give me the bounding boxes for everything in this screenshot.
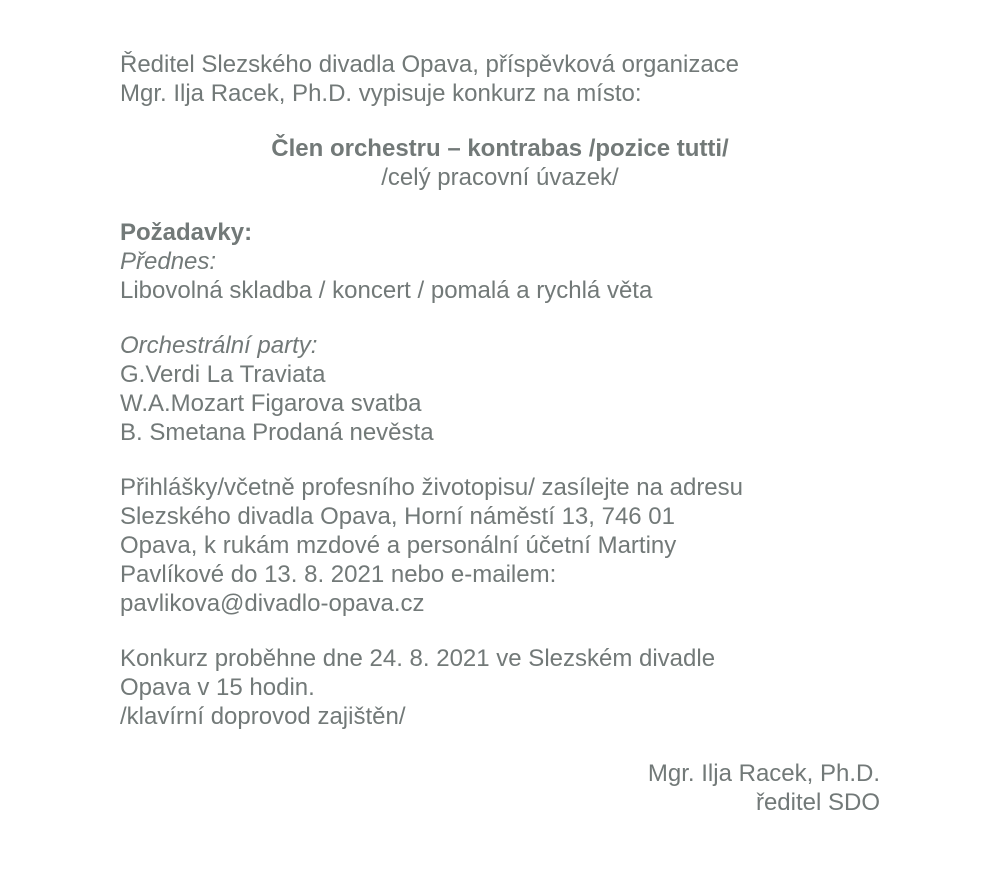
requirements-section	[120, 218, 880, 305]
signature-name: Mgr. Ilja Racek, Ph.D.	[647, 760, 880, 787]
orchestral-label: Orchestrální party:	[120, 332, 318, 359]
requirements-heading: Požadavky:	[120, 219, 253, 246]
application-email: pavlikova@divadlo-opava.cz	[120, 590, 425, 617]
orchestral-section	[120, 331, 880, 447]
orchestral-item: G.Verdi La Traviata	[120, 361, 326, 388]
recital-label: Přednes:	[120, 248, 217, 275]
intro-line: Mgr. Ilja Racek, Ph.D. vypisuje konkurz na místo:	[120, 80, 642, 107]
audition-line: Konkurz proběhne dne 24. 8. 2021 ve Slezském divadle	[120, 645, 716, 672]
signature-title: ředitel SDO	[755, 789, 880, 816]
intro-line: Ředitel Slezského divadla Opava, příspěvková organizace	[120, 51, 740, 78]
signature-block	[120, 759, 880, 817]
announcement-document	[120, 50, 880, 817]
position-title: Člen orchestru – kontrabas /pozice tutti/	[271, 135, 729, 162]
audition-line: Opava v 15 hodin.	[120, 674, 315, 701]
orchestral-item: B. Smetana Prodaná nevěsta	[120, 419, 434, 446]
recital-text: Libovolná skladba / koncert / pomalá a rychlá věta	[120, 277, 653, 304]
orchestral-item: W.A.Mozart Figarova svatba	[120, 390, 422, 417]
application-paragraph	[120, 473, 880, 618]
position-block	[120, 134, 880, 192]
position-subtitle: /celý pracovní úvazek/	[381, 164, 619, 191]
audition-paragraph	[120, 644, 880, 731]
audition-line: /klavírní doprovod zajištěn/	[120, 703, 406, 730]
intro-paragraph	[120, 50, 880, 108]
application-line: Slezského divadla Opava, Horní náměstí 13, 746 01	[120, 503, 675, 530]
application-line: Pavlíkové do 13. 8. 2021 nebo e-mailem:	[120, 561, 557, 588]
application-line: Přihlášky/včetně profesního životopisu/ zasílejte na adresu	[120, 474, 744, 501]
application-line: Opava, k rukám mzdové a personální účetní Martiny	[120, 532, 677, 559]
